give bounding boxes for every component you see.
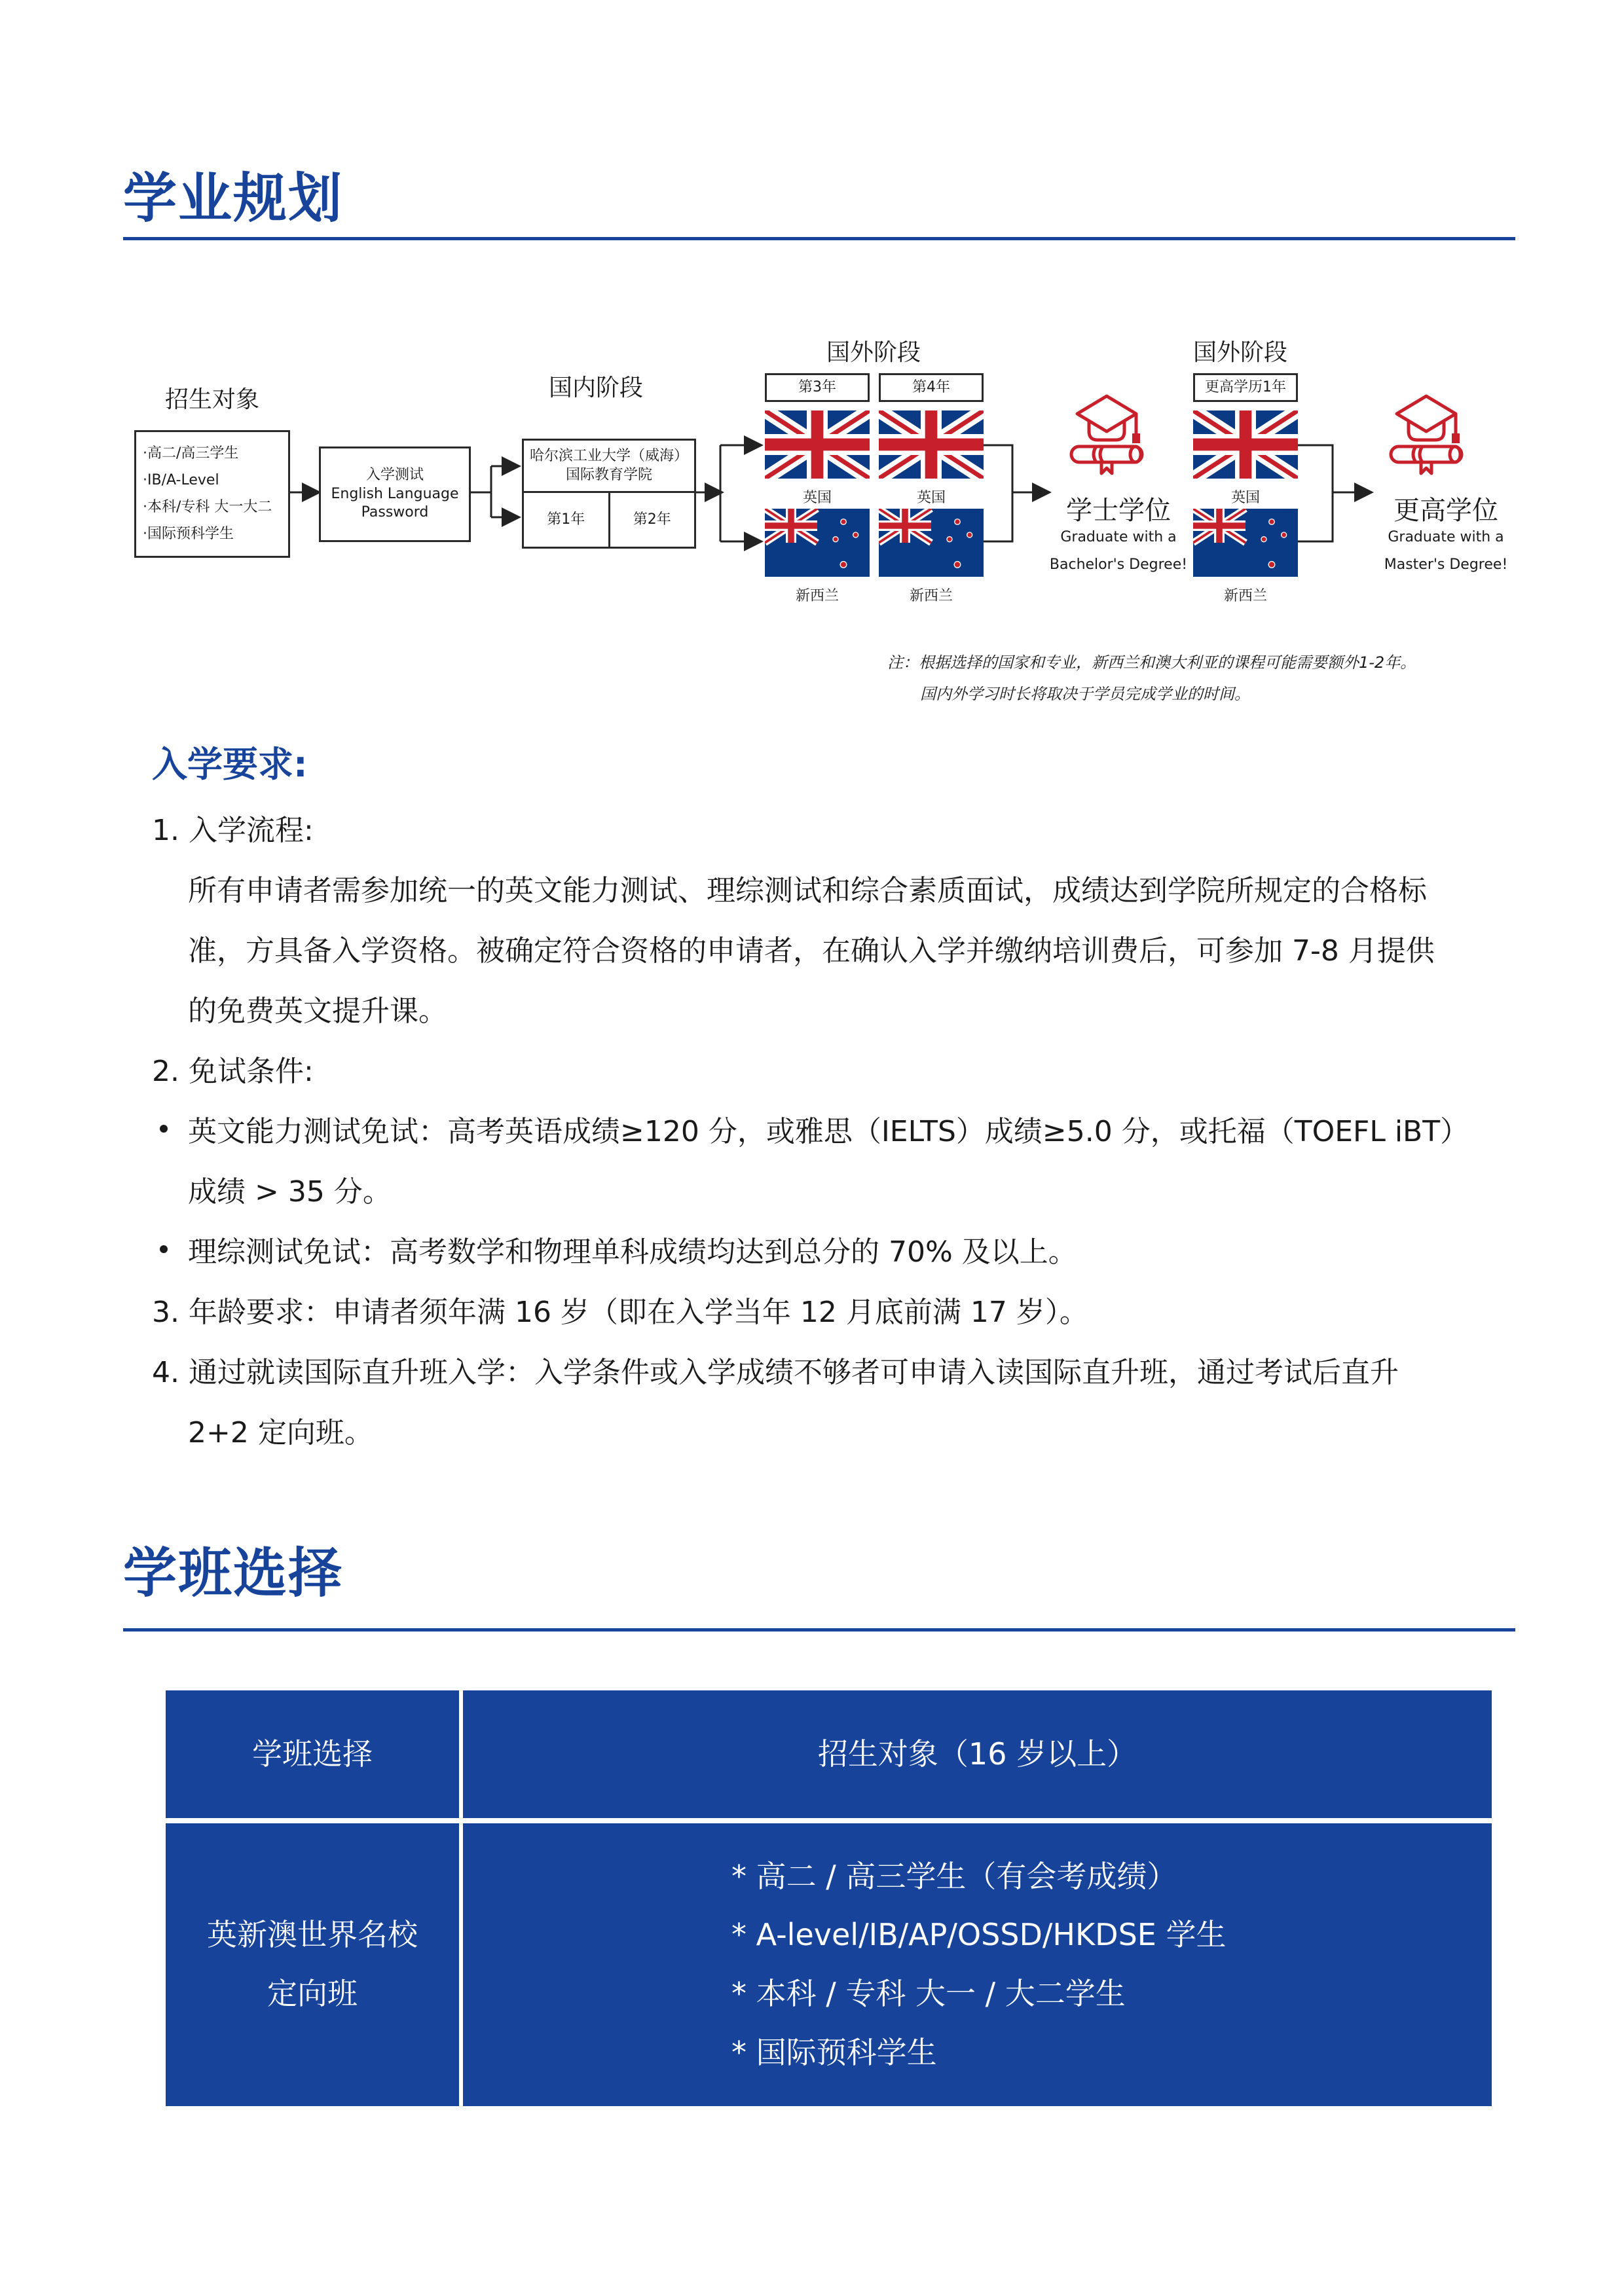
class-name-line: 定向班 bbox=[267, 1976, 358, 2011]
class-selection-table bbox=[166, 1690, 1492, 2106]
domestic-stage-label: 国内阶段 bbox=[549, 374, 644, 401]
nz-caption: 新西兰 bbox=[795, 588, 839, 604]
requirement-item-1-body: 准，方具备入学资格。被确定符合资格的申请者，在确认入学并缴纳培训费后，可参加 7-8 月提供 bbox=[188, 934, 1435, 968]
entrance-test-title: 入学测试 bbox=[365, 467, 424, 484]
nz-flag-icon bbox=[765, 509, 870, 577]
requirement-item-4: 4. 通过就读国际直升班入学：入学条件或入学成绩不够者可申请入读国际直升班，通过考试后直升 bbox=[152, 1356, 1399, 1389]
requirement-item-4-cont: 2+2 定向班。 bbox=[188, 1416, 373, 1449]
exemption-english: 英文能力测试免试：高考英语成绩≥120 分，或雅思（IELTS）成绩≥5.0 分，或托福（TOEFL iBT） bbox=[188, 1115, 1469, 1148]
target-item: ·高二/高三学生 bbox=[143, 445, 239, 462]
requirements-heading: 入学要求: bbox=[152, 744, 308, 785]
university-name: 哈尔滨工业大学（威海） bbox=[529, 447, 688, 464]
section-title-class: 学班选择 bbox=[123, 1542, 344, 1605]
higher-degree-title: 更高学位 bbox=[1393, 496, 1498, 526]
uk-caption: 英国 bbox=[802, 490, 832, 506]
uk-flag-icon bbox=[879, 410, 984, 479]
higher-subtitle-line: Graduate with a bbox=[1388, 529, 1504, 545]
entrance-test-box bbox=[319, 446, 471, 542]
requirement-item-2-title: 2. 免试条件: bbox=[152, 1055, 314, 1088]
higher-year-box: 更高学历1年 bbox=[1193, 373, 1298, 402]
target-list-item: * 本科 / 专科 大一 / 大二学生 bbox=[731, 1976, 1126, 2011]
nz-caption: 新西兰 bbox=[1223, 588, 1267, 604]
table-header-class bbox=[166, 1690, 459, 1818]
nz-flag-icon bbox=[879, 509, 984, 577]
year-1-cell: 第1年 bbox=[524, 493, 610, 547]
bachelor-title: 学士学位 bbox=[1066, 496, 1171, 526]
requirement-item-3: 3. 年龄要求：申请者须年满 16 岁（即在入学当年 12 月底前满 17 岁）。 bbox=[152, 1296, 1088, 1329]
class-name-line: 英新澳世界名校 bbox=[207, 1917, 418, 1953]
graduation-cap-icon bbox=[1387, 391, 1466, 476]
table-row-targets bbox=[463, 1823, 1492, 2106]
section-title-planning: 学业规划 bbox=[123, 168, 344, 230]
bachelor-subtitle-line: Graduate with a bbox=[1060, 529, 1177, 545]
target-list-item: * A-level/IB/AP/OSSD/HKDSE 学生 bbox=[731, 1917, 1227, 1953]
year-3-box: 第3年 bbox=[765, 373, 870, 402]
diagram-note-line-1: 注：根据选择的国家和专业，新西兰和澳大利亚的课程可能需要额外1-2年。 bbox=[887, 653, 1416, 672]
uk-caption: 英国 bbox=[916, 490, 946, 506]
target-item: ·IB/A-Level bbox=[143, 472, 219, 488]
bachelor-subtitle bbox=[1033, 524, 1204, 579]
header-class-text: 学班选择 bbox=[252, 1736, 373, 1772]
connector-lines bbox=[0, 0, 1624, 720]
enroll-target-box bbox=[134, 430, 290, 558]
higher-degree-subtitle bbox=[1361, 524, 1531, 579]
header-target-text: 招生对象（16 岁以上） bbox=[817, 1736, 1137, 1772]
exemption-english-cont: 成绩 > 35 分。 bbox=[188, 1175, 392, 1209]
uk-flag-icon bbox=[1193, 410, 1298, 479]
uk-caption: 英国 bbox=[1230, 490, 1260, 506]
table-header-target bbox=[463, 1690, 1492, 1818]
enroll-target-label: 招生对象 bbox=[165, 386, 260, 413]
bachelor-subtitle-line: Bachelor's Degree! bbox=[1049, 556, 1188, 573]
higher-subtitle-line: Master's Degree! bbox=[1384, 556, 1508, 573]
entrance-test-password: Password bbox=[361, 504, 429, 521]
academic-path-diagram bbox=[0, 0, 1624, 720]
year-4-box: 第4年 bbox=[879, 373, 984, 402]
target-list-item: * 高二 / 高三学生（有会考成绩） bbox=[731, 1858, 1177, 1894]
exemption-science: 理综测试免试：高考数学和物理单科成绩均达到总分的 70% 及以上。 bbox=[188, 1235, 1077, 1269]
uk-flag-icon bbox=[765, 410, 870, 479]
requirement-item-1-title: 1. 入学流程: bbox=[152, 814, 314, 847]
graduation-cap-icon bbox=[1067, 391, 1146, 476]
bullet-icon bbox=[160, 1245, 168, 1253]
bullet-icon bbox=[160, 1125, 168, 1133]
requirement-item-1-body: 所有申请者需参加统一的英文能力测试、理综测试和综合素质面试，成绩达到学院所规定的合格标 bbox=[188, 874, 1427, 907]
target-item: ·国际预科学生 bbox=[143, 526, 234, 542]
target-item: ·本科/专科 大一大二 bbox=[143, 499, 272, 515]
table-row-class-name bbox=[166, 1823, 459, 2106]
university-box bbox=[522, 439, 696, 549]
section-divider bbox=[123, 1628, 1515, 1631]
university-college: 国际教育学院 bbox=[565, 466, 652, 483]
abroad-stage-label: 国外阶段 bbox=[826, 339, 921, 366]
abroad-stage-label: 国外阶段 bbox=[1193, 339, 1288, 366]
entrance-test-english: English Language bbox=[331, 485, 459, 502]
diagram-note-line-2: 国内外学习时长将取决于学员完成学业的时间。 bbox=[920, 685, 1250, 703]
target-list-item: * 国际预科学生 bbox=[731, 2034, 937, 2070]
nz-caption: 新西兰 bbox=[909, 588, 953, 604]
year-2-cell: 第2年 bbox=[633, 511, 671, 528]
nz-flag-icon bbox=[1193, 509, 1298, 577]
requirement-item-1-body: 的免费英文提升课。 bbox=[188, 994, 447, 1028]
